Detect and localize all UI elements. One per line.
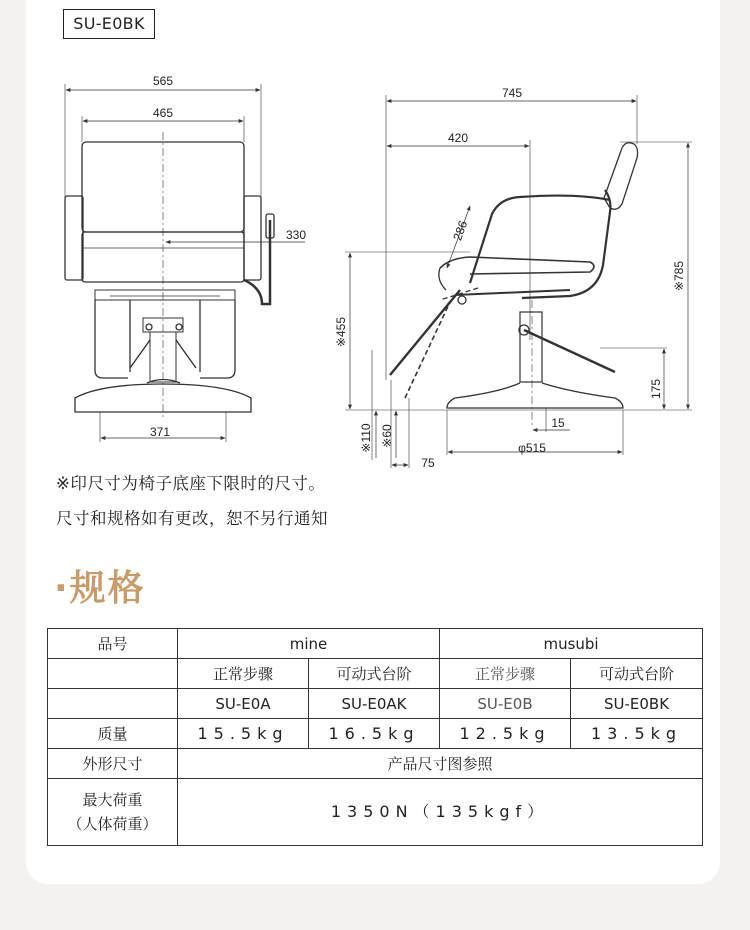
load-cell: 1350N（135kgf） <box>178 779 703 846</box>
dim-armrest-offset: 330 <box>285 228 307 242</box>
dim-seat-width: 465 <box>152 106 174 120</box>
load-label-sub: （人体荷重） <box>67 815 158 833</box>
code-cell: SU-E0AK <box>309 689 440 719</box>
note-change-notice: 尺寸和规格如有更改，恕不另行通知 <box>56 509 328 528</box>
dim-low-110: ※110 <box>359 423 373 453</box>
dim-seat-height: ※455 <box>334 316 348 348</box>
dim-footrest-depth: 75 <box>421 456 435 470</box>
table-row <box>48 779 703 846</box>
table-row <box>48 629 703 659</box>
side-view <box>345 95 692 468</box>
dim-total-height: ※785 <box>672 260 686 292</box>
weight-cell: 15.5kg <box>178 719 309 749</box>
dim-low-60: ※60 <box>380 424 394 448</box>
weight-cell: 16.5kg <box>309 719 440 749</box>
group-mine: mine <box>178 629 440 659</box>
code-cell: SU-E0A <box>178 689 309 719</box>
table-row <box>48 689 703 719</box>
model-code-label: SU-E0BK <box>63 9 155 39</box>
table-row <box>48 749 703 779</box>
type-cell: 可动式台阶 <box>309 659 440 689</box>
dim-base-width-front: 371 <box>149 425 171 439</box>
weight-cell: 12.5kg <box>440 719 571 749</box>
row-label-load <box>48 779 178 846</box>
type-cell: 正常步骤 <box>178 659 309 689</box>
table-row <box>48 719 703 749</box>
dim-pedal-offset: 15 <box>551 416 565 430</box>
front-view <box>65 84 305 442</box>
code-cell: SU-E0B <box>440 689 571 719</box>
dim-backrest-length: 286 <box>450 218 471 243</box>
spec-table <box>47 628 703 846</box>
weight-cell: 13.5kg <box>571 719 703 749</box>
group-musubi: musubi <box>440 629 703 659</box>
load-label-main: 最大荷重 <box>82 791 143 809</box>
type-cell: 正常步骤 <box>440 659 571 689</box>
row-label-product: 品号 <box>48 629 178 659</box>
table-row <box>48 659 703 689</box>
dim-base-diameter: φ515 <box>518 441 546 455</box>
code-cell: SU-E0BK <box>571 689 703 719</box>
dim-front-width: 565 <box>152 74 174 88</box>
dim-seat-depth: 420 <box>447 131 469 145</box>
dim-total-depth: 745 <box>501 86 523 100</box>
type-cell: 可动式台阶 <box>571 659 703 689</box>
spec-section-title: ·规格 <box>54 568 146 609</box>
row-label-size: 外形尺寸 <box>48 749 178 779</box>
size-cell: 产品尺寸图参照 <box>178 749 703 779</box>
note-lower-limit: ※印尺寸为椅子底座下限时的尺寸。 <box>56 474 326 493</box>
dim-footrest-height: 175 <box>649 378 663 400</box>
row-label-weight: 质量 <box>48 719 178 749</box>
